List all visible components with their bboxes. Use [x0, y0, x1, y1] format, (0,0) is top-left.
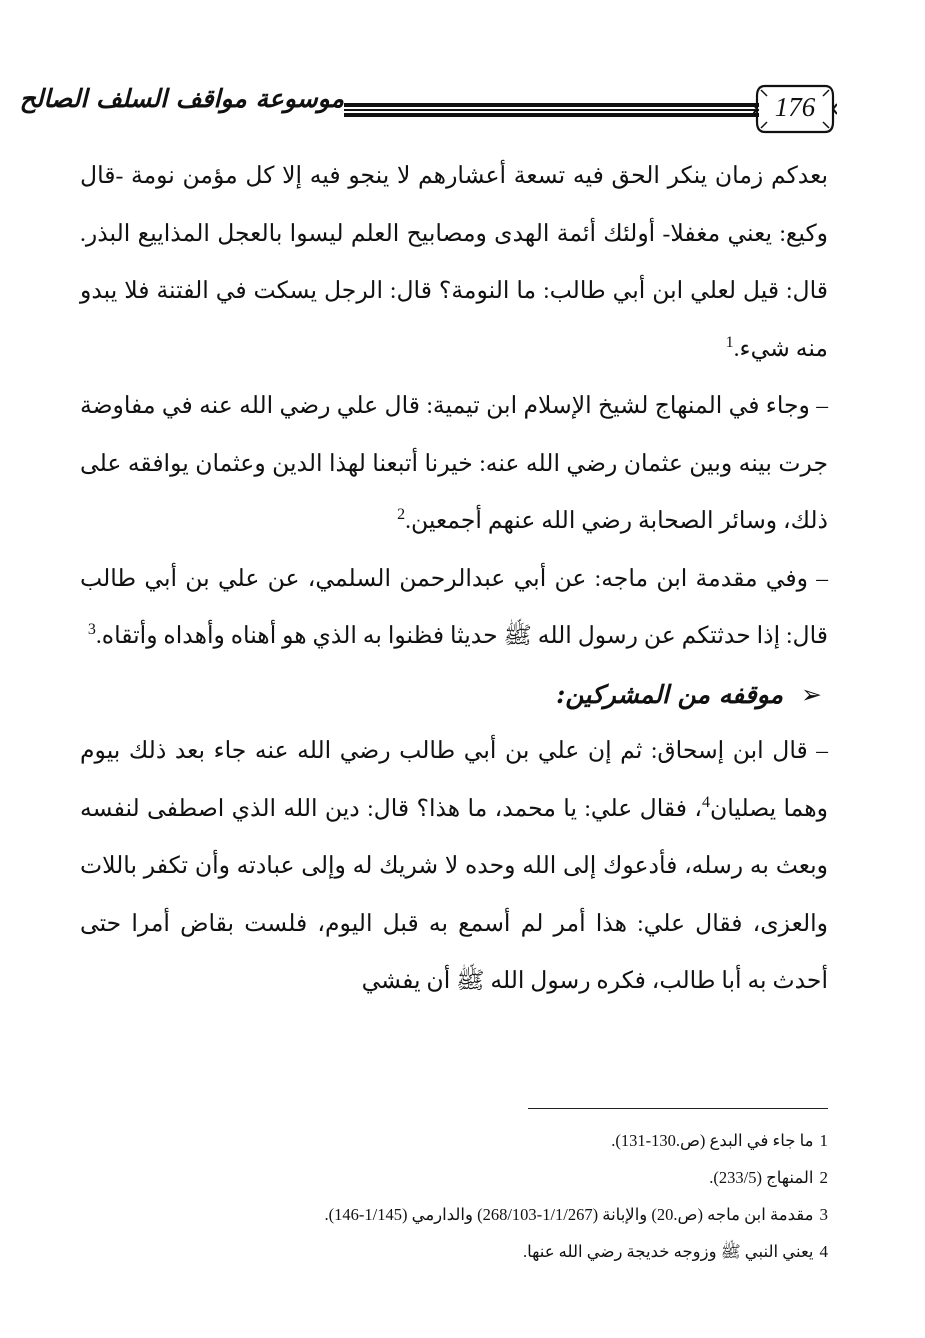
page-number-badge: [753, 82, 837, 136]
book-title: موسوعة مواقف السلف الصالح: [19, 84, 344, 113]
footnote: [80, 1159, 828, 1196]
paragraph: [80, 148, 828, 378]
footnote-number: 4: [819, 1242, 828, 1261]
footnote-ref[interactable]: 1: [725, 333, 734, 351]
header-rule: [344, 102, 759, 118]
page-number: 176: [774, 92, 816, 122]
footnote-divider: [528, 1108, 828, 1109]
footnote-ref[interactable]: 4: [701, 793, 710, 811]
paragraph-text: – وجاء في المنهاج لشيخ الإسلام ابن تيمية: قال علي رضي الله عنه في مفاوضة جرت بينه وبين عثمان رضي الله عنه: خيرنا أتبعنا لهذا الدين وعثمان يوافقه على ذلك، وسائر الصحابة رضي الله عنهم أجمعين.: [80, 393, 828, 534]
footnote-number: 2: [819, 1168, 828, 1187]
footnote-text: ما جاء في البدع (ص.130-131).: [611, 1131, 814, 1150]
paragraph-text: بعدكم زمان ينكر الحق فيه تسعة أعشارهم لا ينجو فيه إلا كل مؤمن نومة -قال وكيع: يعني مغفلا- أولئك أئمة الهدى ومصابيح العلم ليسوا بالعجل المذاييع البذر. قال: قيل لعلي ابن أبي طالب: ما النومة؟ قال: الرجل يسكت في الفتنة فلا يبدو منه شيء.: [80, 163, 828, 362]
footnote: [80, 1122, 828, 1159]
arrowhead-icon: ➢: [801, 679, 822, 709]
paragraph: [80, 723, 828, 1011]
section-heading-text: موقفه من المشركين:: [556, 679, 784, 709]
page-header: [19, 78, 837, 144]
footnote-text: المنهاج (233/5).: [709, 1168, 814, 1187]
paragraph: [80, 378, 828, 551]
paragraph-text: – قال ابن إسحاق: ثم إن علي بن أبي طالب رضي الله عنه جاء بعد ذلك بيوم وهما يصليان: [80, 738, 828, 822]
footnote-text: مقدمة ابن ماجه (ص.20) والإبانة (1/1/267-268/103) والدارمي (1/145-146).: [324, 1205, 814, 1224]
paragraph: [80, 551, 828, 666]
paragraph-text: – وفي مقدمة ابن ماجه: عن أبي عبدالرحمن السلمي، عن علي بن أبي طالب قال: إذا حدثتكم عن رسول الله ﷺ حديثا فظنوا به الذي هو أهناه وأهداه وأتقاه.: [80, 565, 828, 649]
section-heading: [80, 666, 828, 724]
footnote-text: يعني النبي ﷺ وزوجه خديجة رضي الله عنها.: [522, 1242, 814, 1261]
footnote: [80, 1196, 828, 1233]
footnote-ref[interactable]: 3: [87, 621, 96, 639]
footnote: [80, 1233, 828, 1270]
footnotes: [80, 1122, 828, 1270]
footnote-number: 3: [819, 1205, 828, 1224]
footnote-ref[interactable]: 2: [397, 506, 406, 524]
main-text: [80, 148, 828, 1011]
paragraph-text-continued: ، فقال علي: يا محمد، ما هذا؟ قال: دين الله الذي اصطفى لنفسه وبعث به رسله، فأدعوك إلى الله وحده لا شريك له وإلى عبادته وأن تكفر باللات والعزى، فقال علي: هذا أمر لم أسمع به قبل اليوم، فلست بقاض أمرا حتى أحدث به أبا طالب، فكره رسول الله ﷺ أن يفشي: [80, 795, 828, 994]
footnote-number: 1: [819, 1131, 828, 1150]
